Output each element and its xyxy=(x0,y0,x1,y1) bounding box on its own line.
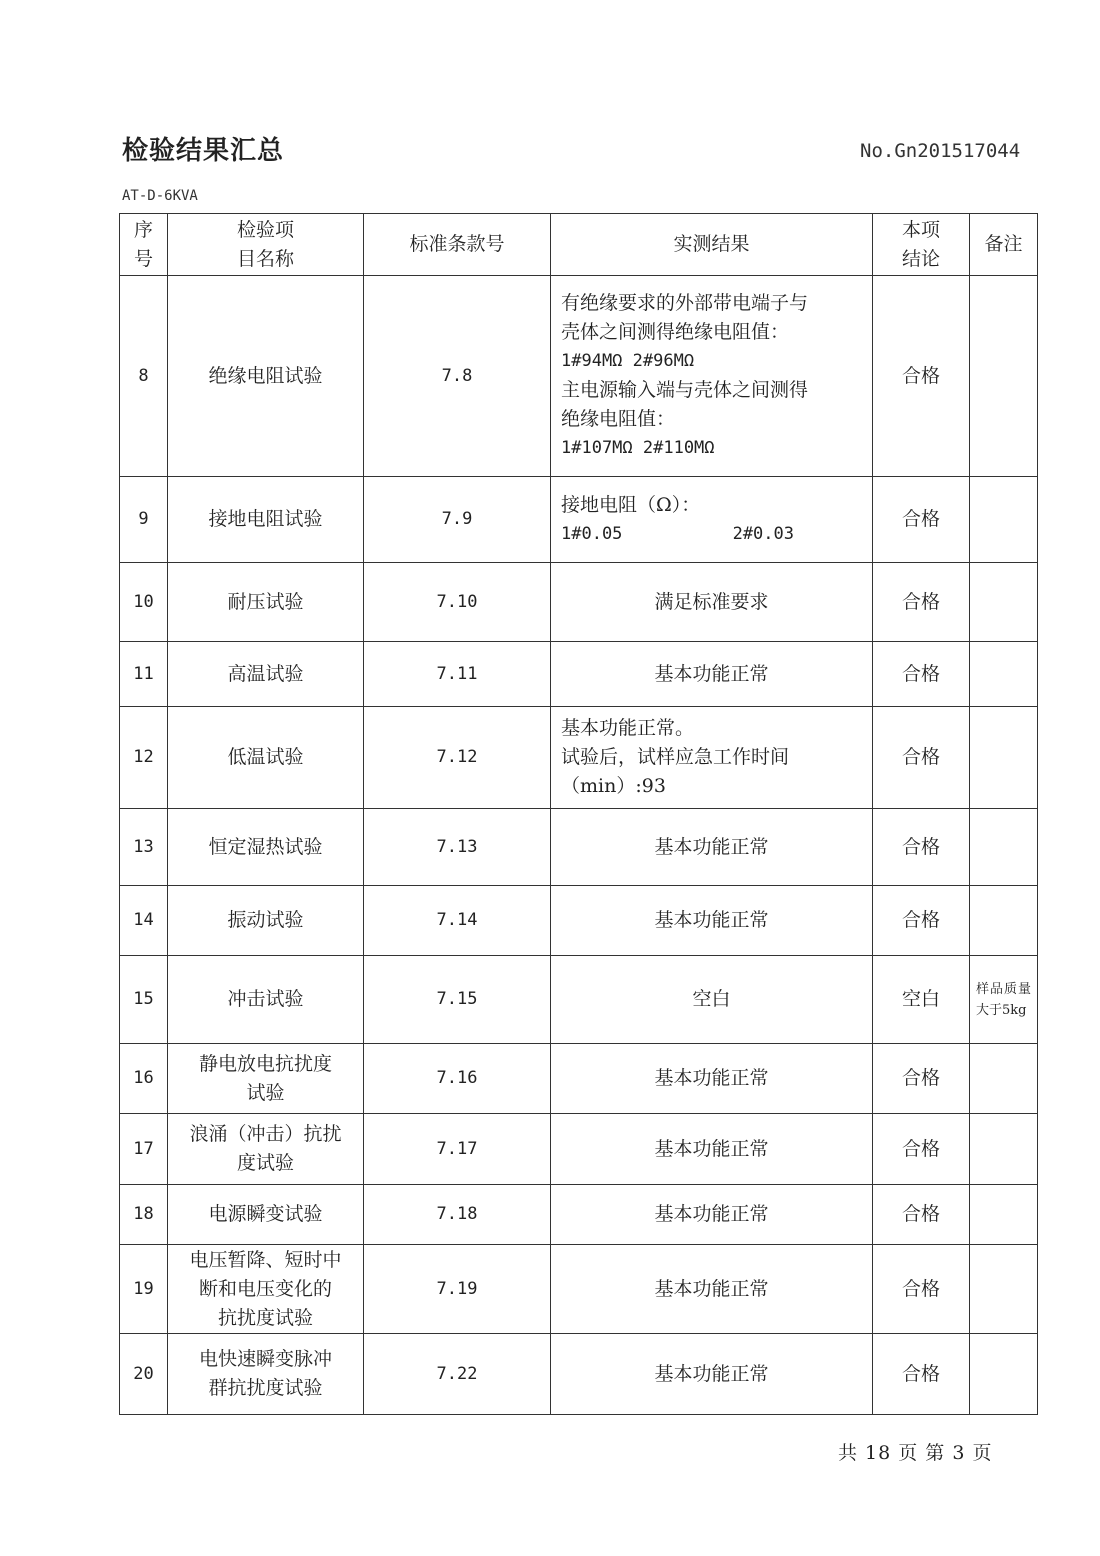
row-conclusion: 合格 xyxy=(873,1114,970,1185)
row-item: 振动试验 xyxy=(168,886,364,956)
table-row xyxy=(120,956,1038,1044)
row-conclusion: 合格 xyxy=(873,707,970,809)
row-remark xyxy=(970,1114,1038,1185)
row-seq: 9 xyxy=(120,477,168,563)
row-item: 浪涌（冲击）抗扰 度试验 xyxy=(168,1114,364,1185)
row-clause: 7.11 xyxy=(364,642,551,707)
row-result: 基本功能正常 xyxy=(551,1245,873,1334)
row-clause: 7.18 xyxy=(364,1185,551,1245)
table-row xyxy=(120,477,1038,563)
row-conclusion: 合格 xyxy=(873,642,970,707)
model-label: AT-D-6KVA xyxy=(122,188,198,204)
row-clause: 7.9 xyxy=(364,477,551,563)
row-seq: 17 xyxy=(120,1114,168,1185)
table-row xyxy=(120,276,1038,477)
row-remark xyxy=(970,1185,1038,1245)
row-conclusion: 合格 xyxy=(873,886,970,956)
table-row xyxy=(120,707,1038,809)
table-row xyxy=(120,809,1038,886)
row-item: 电快速瞬变脉冲 群抗扰度试验 xyxy=(168,1334,364,1415)
table-row xyxy=(120,1114,1038,1185)
row-remark xyxy=(970,809,1038,886)
row-conclusion: 合格 xyxy=(873,1245,970,1334)
page-footer: 共 18 页 第 3 页 xyxy=(838,1442,993,1464)
row-conclusion: 空白 xyxy=(873,956,970,1044)
row-conclusion: 合格 xyxy=(873,1044,970,1114)
row-seq: 15 xyxy=(120,956,168,1044)
row-result: 接地电阻（Ω）： 1#0.05 2#0.03 xyxy=(551,477,873,563)
row-result: 基本功能正常 xyxy=(551,809,873,886)
row-seq: 20 xyxy=(120,1334,168,1415)
row-result: 有绝缘要求的外部带电端子与 壳体之间测得绝缘电阻值： 1#94MΩ 2#96MΩ 主电源输入端与壳体之间测得 绝缘电阻值： 1#107MΩ 2#110MΩ xyxy=(551,276,873,477)
table-header-row xyxy=(120,214,1038,276)
row-clause: 7.8 xyxy=(364,276,551,477)
table-row xyxy=(120,1245,1038,1334)
ground-resistance-1: 1#0.05 xyxy=(561,523,623,544)
row-remark: 样品质量大于5kg xyxy=(970,956,1038,1044)
row-item: 电源瞬变试验 xyxy=(168,1185,364,1245)
header-result: 实测结果 xyxy=(551,214,873,276)
row-item: 冲击试验 xyxy=(168,956,364,1044)
row-clause: 7.14 xyxy=(364,886,551,956)
row-clause: 7.15 xyxy=(364,956,551,1044)
table-row xyxy=(120,886,1038,956)
row-seq: 8 xyxy=(120,276,168,477)
row-clause: 7.10 xyxy=(364,563,551,642)
row-remark xyxy=(970,477,1038,563)
row-conclusion: 合格 xyxy=(873,276,970,477)
row-remark xyxy=(970,563,1038,642)
row-clause: 7.22 xyxy=(364,1334,551,1415)
ground-resistance-2: 2#0.03 xyxy=(732,523,794,544)
row-seq: 12 xyxy=(120,707,168,809)
row-clause: 7.17 xyxy=(364,1114,551,1185)
row-item: 绝缘电阻试验 xyxy=(168,276,364,477)
table-row xyxy=(120,1334,1038,1415)
row-remark xyxy=(970,1044,1038,1114)
row-seq: 18 xyxy=(120,1185,168,1245)
row-item: 耐压试验 xyxy=(168,563,364,642)
row-seq: 13 xyxy=(120,809,168,886)
row-conclusion: 合格 xyxy=(873,563,970,642)
row-seq: 10 xyxy=(120,563,168,642)
table-row xyxy=(120,642,1038,707)
row-result: 基本功能正常 xyxy=(551,1334,873,1415)
row-seq: 11 xyxy=(120,642,168,707)
row-item: 电压暂降、短时中 断和电压变化的 抗扰度试验 xyxy=(168,1245,364,1334)
header-conclusion: 本项 结论 xyxy=(873,214,970,276)
row-remark xyxy=(970,707,1038,809)
row-remark xyxy=(970,642,1038,707)
table-row xyxy=(120,563,1038,642)
row-remark xyxy=(970,1245,1038,1334)
row-item: 静电放电抗扰度 试验 xyxy=(168,1044,364,1114)
report-number: No.Gn201517044 xyxy=(860,140,1021,162)
row-result: 满足标准要求 xyxy=(551,563,873,642)
row-seq: 16 xyxy=(120,1044,168,1114)
row-item: 恒定湿热试验 xyxy=(168,809,364,886)
row-result: 空白 xyxy=(551,956,873,1044)
row-conclusion: 合格 xyxy=(873,809,970,886)
row-remark xyxy=(970,886,1038,956)
row-conclusion: 合格 xyxy=(873,1334,970,1415)
row-conclusion: 合格 xyxy=(873,1185,970,1245)
row-item: 接地电阻试验 xyxy=(168,477,364,563)
row-clause: 7.13 xyxy=(364,809,551,886)
row-result: 基本功能正常 xyxy=(551,886,873,956)
header-item: 检验项 目名称 xyxy=(168,214,364,276)
row-seq: 14 xyxy=(120,886,168,956)
page-title: 检验结果汇总 xyxy=(122,136,285,166)
row-remark xyxy=(970,276,1038,477)
row-item: 高温试验 xyxy=(168,642,364,707)
row-clause: 7.12 xyxy=(364,707,551,809)
row-conclusion: 合格 xyxy=(873,477,970,563)
row-result: 基本功能正常 xyxy=(551,1114,873,1185)
row-result: 基本功能正常 xyxy=(551,1044,873,1114)
row-result: 基本功能正常 xyxy=(551,1185,873,1245)
row-item: 低温试验 xyxy=(168,707,364,809)
results-table xyxy=(119,213,1038,1415)
row-clause: 7.19 xyxy=(364,1245,551,1334)
table-row xyxy=(120,1044,1038,1114)
header-clause: 标准条款号 xyxy=(364,214,551,276)
header-remark: 备注 xyxy=(970,214,1038,276)
table-row xyxy=(120,1185,1038,1245)
row-seq: 19 xyxy=(120,1245,168,1334)
row-result: 基本功能正常 xyxy=(551,642,873,707)
row-clause: 7.16 xyxy=(364,1044,551,1114)
row-remark xyxy=(970,1334,1038,1415)
header-seq: 序 号 xyxy=(120,214,168,276)
row-result: 基本功能正常。 试验后，试样应急工作时间 （min）:93 xyxy=(551,707,873,809)
